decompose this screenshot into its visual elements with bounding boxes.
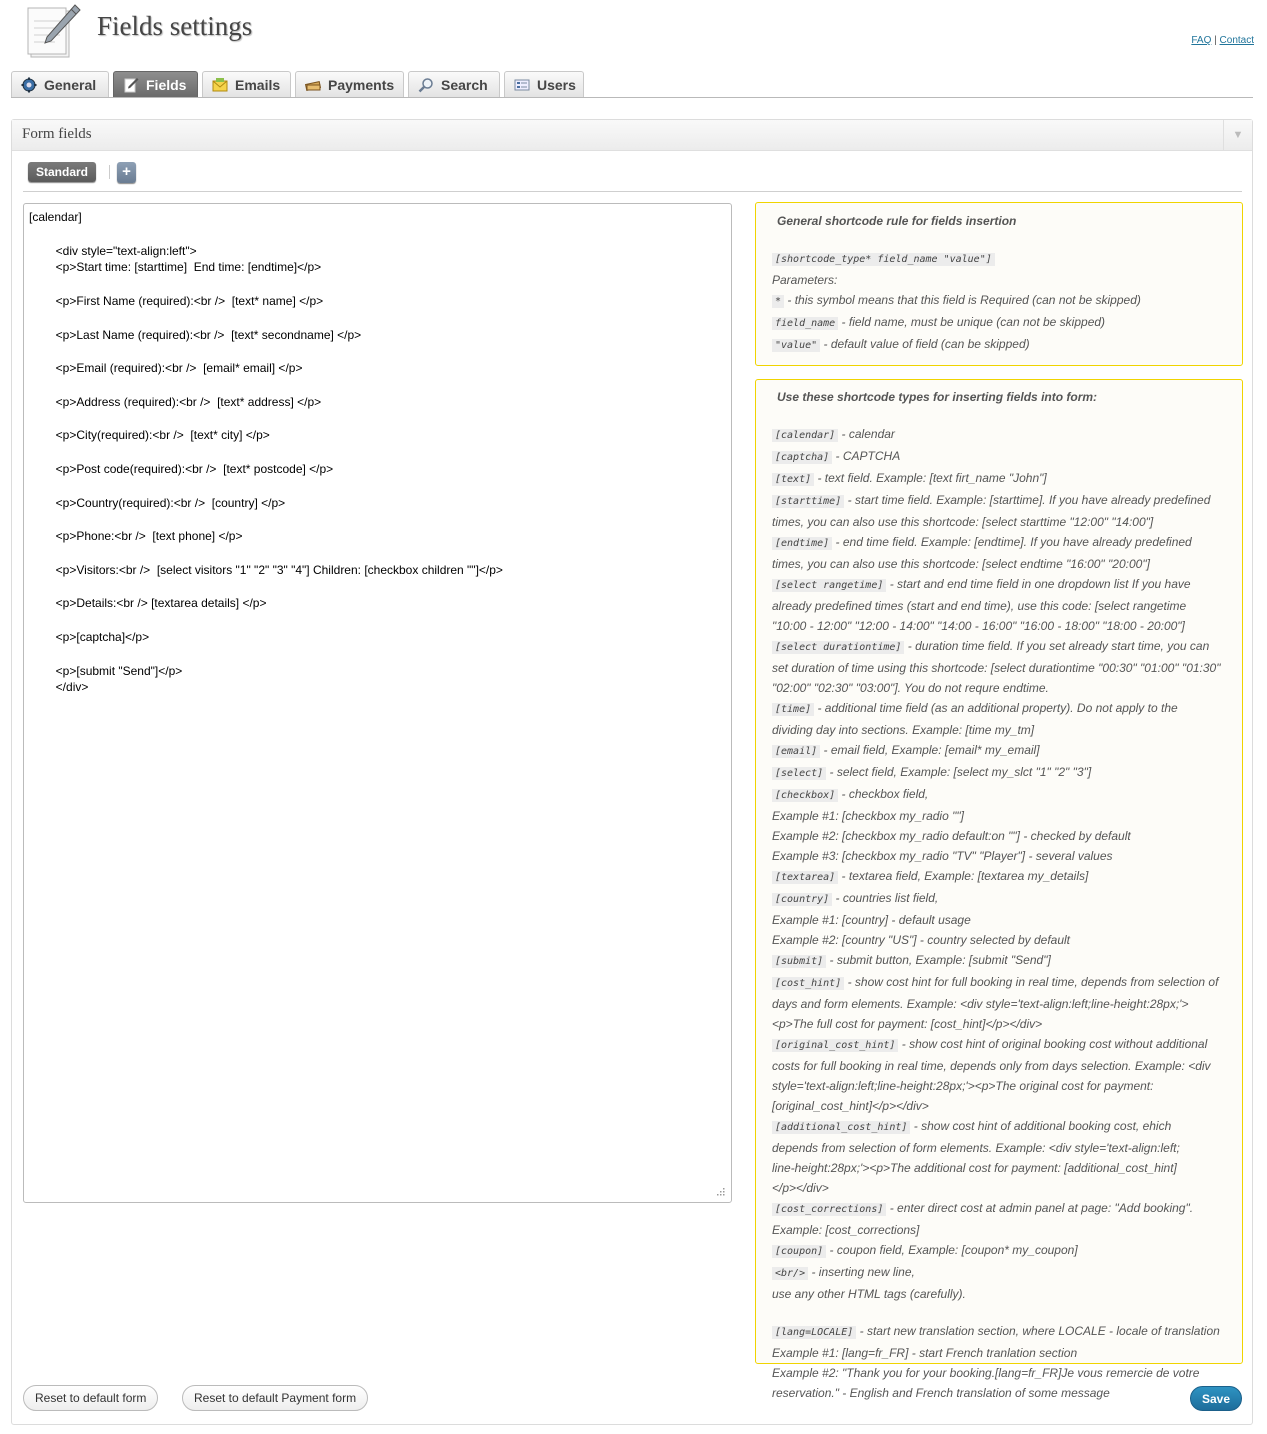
link-separator: |	[1214, 35, 1217, 46]
shortcode-description: Example: [cost_corrections]	[772, 1223, 920, 1237]
shortcode-description: - submit button, Example: [submit "Send"]	[826, 953, 1051, 967]
tab-search[interactable]	[408, 71, 500, 97]
shortcode-code: [submit]	[772, 955, 826, 968]
save-button[interactable]: Save	[1190, 1386, 1242, 1411]
shortcode-description: - checkbox field,	[838, 787, 929, 801]
shortcode-type-line	[772, 1158, 1230, 1178]
tab-fields[interactable]	[113, 71, 198, 97]
shortcode-description: dividing day into sections. Example: [time my_tm]	[772, 723, 1035, 737]
shortcode-code: [country]	[772, 893, 832, 906]
param-text: - field name, must be unique (can not be skipped)	[838, 315, 1106, 329]
shortcode-type-line	[772, 1056, 1230, 1076]
shortcode-code: [select durationtime]	[772, 641, 904, 654]
param-text: - default value of field (can be skipped)	[820, 337, 1030, 351]
shortcode-type-line	[772, 1363, 1230, 1383]
shortcode-type-line	[772, 1014, 1230, 1034]
emails-icon	[212, 77, 228, 93]
shortcode-code: [coupon]	[772, 1245, 826, 1258]
shortcode-type-line	[772, 1321, 1230, 1343]
shortcode-description: - show cost hint for full booking in real time, depends from selection of	[844, 975, 1219, 989]
shortcode-type-line	[772, 720, 1230, 740]
shortcode-description: - countries list field,	[832, 891, 939, 905]
params-label: Parameters:	[772, 273, 838, 287]
faq-link[interactable]: FAQ	[1191, 35, 1212, 46]
param-text: - this symbol means that this field is Required (can not be skipped)	[784, 293, 1141, 307]
types-list	[772, 424, 1230, 1403]
search-icon	[418, 77, 434, 93]
shortcode-description: - show cost hint of original booking cost without additional	[898, 1037, 1208, 1051]
shortcode-description: - calendar	[838, 427, 895, 441]
shortcode-type-line	[772, 762, 1230, 784]
shortcode-description: - end time field. Example: [endtime]. If you have already predefined	[832, 535, 1192, 549]
shortcode-code: [captcha]	[772, 451, 832, 464]
shortcode-type-line	[772, 950, 1230, 972]
shortcode-description: - additional time field (as an additional property). Do not apply to the	[814, 701, 1178, 715]
shortcode-type-line	[772, 1304, 1230, 1321]
shortcode-code: [email]	[772, 745, 820, 758]
resize-grip-icon[interactable]	[715, 1186, 725, 1196]
collapse-toggle-icon[interactable]: ▼	[1223, 120, 1252, 150]
shortcode-description: - inserting new line,	[808, 1265, 915, 1279]
shortcode-type-line	[772, 512, 1230, 532]
shortcode-code: [select]	[772, 767, 826, 780]
shortcode-description: - email field, Example: [email* my_email]	[820, 743, 1040, 757]
tab-label: Users	[537, 76, 576, 93]
shortcode-description: depends from selection of form elements. Example: <div style='text-align:left;	[772, 1141, 1180, 1155]
toolbar-divider	[109, 165, 110, 179]
shortcode-type-line	[772, 616, 1230, 636]
shortcode-description: times, you can also use this shortcode: [select starttime "12:00" "14:00"]	[772, 515, 1154, 529]
shortcode-description: - start new translation section, where LOCALE - locale of translation	[856, 1324, 1220, 1338]
panel-header	[12, 120, 1252, 151]
shortcode-description: [original_cost_hint]</p></div>	[772, 1099, 929, 1113]
shortcode-code: [select rangetime]	[772, 579, 886, 592]
users-icon	[514, 77, 530, 93]
shortcode-description: - show cost hint of additional booking cost, ehich	[910, 1119, 1172, 1133]
shortcode-code: [text]	[772, 473, 814, 486]
shortcode-description: costs for full booking in real time, depends only from days selection. Example: <div	[772, 1059, 1211, 1073]
shortcode-code: [additional_cost_hint]	[772, 1121, 910, 1134]
tab-label: General	[44, 76, 97, 93]
settings-tabs	[11, 69, 1253, 98]
shortcode-type-line	[772, 1383, 1230, 1403]
shortcode-description: - start and end time field in one dropdown list If you have	[886, 577, 1191, 591]
shortcode-type-line	[772, 888, 1230, 910]
shortcode-description: <p>The full cost for payment: [cost_hint]</p></div>	[772, 1017, 1043, 1031]
shortcode-code: [lang=LOCALE]	[772, 1326, 856, 1339]
tab-general[interactable]	[11, 71, 109, 97]
shortcode-code: <br/>	[772, 1267, 808, 1280]
shortcode-description: - select field, Example: [select my_slct "1" "2" "3"]	[826, 765, 1092, 779]
shortcode-type-line	[772, 806, 1230, 826]
tab-label: Fields	[146, 76, 187, 93]
gear-icon	[21, 77, 37, 93]
shortcode-type-line	[772, 1343, 1230, 1363]
shortcode-description: - coupon field, Example: [coupon* my_coupon]	[826, 1243, 1078, 1257]
toolbar-divider-line	[23, 191, 1242, 192]
shortcode-code: [cost_corrections]	[772, 1203, 886, 1216]
panel-title: Form fields	[22, 126, 92, 142]
shortcode-description: Example #2: "Thank you for your booking.[lang=fr_FR]Je vous remercie de votre	[772, 1366, 1200, 1380]
param-line	[772, 334, 1230, 356]
shortcode-type-line	[772, 972, 1230, 994]
shortcode-type-line	[772, 740, 1230, 762]
tab-users[interactable]	[504, 71, 584, 97]
shortcode-type-line	[772, 532, 1230, 554]
shortcode-type-line	[772, 596, 1230, 616]
shortcode-description: style='text-align:left;line-height:28px;'><p>The original cost for payment:	[772, 1079, 1154, 1093]
shortcode-type-line	[772, 574, 1230, 596]
spacer	[772, 407, 1230, 424]
param-code: field_name	[772, 317, 838, 330]
shortcode-type-line	[772, 1240, 1230, 1262]
shortcode-type-line	[772, 678, 1230, 698]
page-title: Fields settings	[97, 11, 253, 41]
tab-label: Emails	[235, 76, 281, 93]
shortcode-type-line	[772, 846, 1230, 866]
shortcode-description: "10:00 - 12:00" "12:00 - 14:00" "14:00 - 16:00" "16:00 - 18:00" "18:00 - 20:00"]	[772, 619, 1185, 633]
shortcode-type-line	[772, 424, 1230, 446]
param-code: "value"	[772, 339, 820, 352]
shortcode-type-line	[772, 826, 1230, 846]
standard-form-button[interactable]: Standard	[28, 162, 96, 182]
tab-payments[interactable]	[295, 71, 404, 97]
tab-label: Search	[441, 76, 488, 93]
shortcode-type-line	[772, 468, 1230, 490]
shortcode-type-line	[772, 994, 1230, 1014]
shortcode-description: - duration time field. If you set already start time, you can	[904, 639, 1210, 653]
edit-page-icon	[25, 3, 83, 59]
shortcode-code: [textarea]	[772, 871, 838, 884]
shortcode-description: times, you can also use this shortcode: [select endtime "16:00" "20:00"]	[772, 557, 1150, 571]
reset-default-form-button[interactable]: Reset to default form	[23, 1385, 158, 1411]
shortcode-description: Example #3: [checkbox my_radio "TV" "Player"] - several values	[772, 849, 1113, 863]
tab-emails[interactable]	[202, 71, 291, 97]
reset-payment-form-button[interactable]: Reset to default Payment form	[182, 1385, 368, 1411]
shortcode-description: days and form elements. Example: <div style='text-align:left;line-height:28px;'>	[772, 997, 1189, 1011]
shortcode-description: already predefined times (start and end time), use this code: [select rangetime	[772, 599, 1187, 613]
shortcode-description: - text field. Example: [text firt_name "John"]	[814, 471, 1047, 485]
shortcode-type-line	[772, 1116, 1230, 1138]
shortcode-type-line	[772, 1262, 1230, 1284]
shortcode-type-line	[772, 1096, 1230, 1116]
shortcode-code: [endtime]	[772, 537, 832, 550]
rule-heading: General shortcode rule for fields insertion	[777, 214, 1017, 228]
shortcode-type-line	[772, 1034, 1230, 1056]
shortcode-type-line	[772, 1284, 1230, 1304]
form-fields-panel	[11, 119, 1253, 1425]
shortcode-description: "02:00" "02:30" "03:00"]. You do not requre endtime.	[772, 681, 1049, 695]
shortcode-type-line	[772, 866, 1230, 888]
shortcode-type-line	[772, 1138, 1230, 1158]
form-fields-editor[interactable]	[23, 203, 732, 1203]
shortcode-code: [time]	[772, 703, 814, 716]
shortcode-code: [starttime]	[772, 495, 844, 508]
shortcode-description: </p></div>	[772, 1181, 829, 1195]
param-code: *	[772, 295, 784, 308]
shortcode-type-line	[772, 1220, 1230, 1240]
shortcode-description: Example #1: [checkbox my_radio ""]	[772, 809, 964, 823]
shortcode-type-line	[772, 930, 1230, 950]
shortcode-type-line	[772, 554, 1230, 574]
rule-syntax-code: [shortcode_type* field_name "value"]	[772, 253, 995, 266]
help-links	[1191, 35, 1254, 46]
shortcode-type-line	[772, 698, 1230, 720]
shortcode-description: set duration of time using this shortcode: [select durationtime "00:30" "01:00" "01:30"	[772, 661, 1221, 675]
shortcode-type-line	[772, 446, 1230, 468]
shortcode-code: [calendar]	[772, 429, 838, 442]
types-heading: Use these shortcode types for inserting fields into form:	[777, 390, 1098, 404]
spacer	[772, 231, 1230, 248]
shortcode-code: [cost_hint]	[772, 977, 844, 990]
rule-syntax-line	[772, 248, 1230, 270]
tab-label: Payments	[328, 76, 395, 93]
shortcode-description: line-height:28px;'><p>The additional cost for payment: [additional_cost_hint]	[772, 1161, 1177, 1175]
shortcode-type-line	[772, 1178, 1230, 1198]
shortcode-description: - textarea field, Example: [textarea my_details]	[838, 869, 1089, 883]
shortcode-description: Example #1: [lang=fr_FR] - start French tranlation section	[772, 1346, 1078, 1360]
shortcode-description: Example #2: [checkbox my_radio default:on ""] - checked by default	[772, 829, 1131, 843]
shortcode-code: [original_cost_hint]	[772, 1039, 898, 1052]
shortcode-description: Example #2: [country "US"] - country selected by default	[772, 933, 1070, 947]
payments-icon	[305, 77, 321, 93]
contact-link[interactable]: Contact	[1219, 35, 1254, 46]
shortcode-type-line	[772, 910, 1230, 930]
shortcode-type-line	[772, 490, 1230, 512]
edit-fields-icon	[123, 77, 139, 93]
shortcode-description: - CAPTCHA	[832, 449, 901, 463]
shortcode-rule-box	[755, 202, 1243, 366]
shortcode-code: [checkbox]	[772, 789, 838, 802]
shortcode-type-line	[772, 1198, 1230, 1220]
shortcode-description: use any other HTML tags (carefully).	[772, 1287, 966, 1301]
shortcode-description: - start time field. Example: [starttime]. If you have already predefined	[844, 493, 1211, 507]
param-line	[772, 290, 1230, 312]
shortcode-type-line	[772, 784, 1230, 806]
shortcode-description: - enter direct cost at admin panel at page: "Add booking".	[886, 1201, 1194, 1215]
shortcode-type-line	[772, 658, 1230, 678]
shortcode-description: reservation." - English and French translation of some message	[772, 1386, 1110, 1400]
shortcode-type-line	[772, 636, 1230, 658]
add-form-button[interactable]: +	[117, 162, 136, 183]
shortcode-type-line	[772, 1076, 1230, 1096]
param-line	[772, 312, 1230, 334]
shortcode-description: Example #1: [country] - default usage	[772, 913, 971, 927]
